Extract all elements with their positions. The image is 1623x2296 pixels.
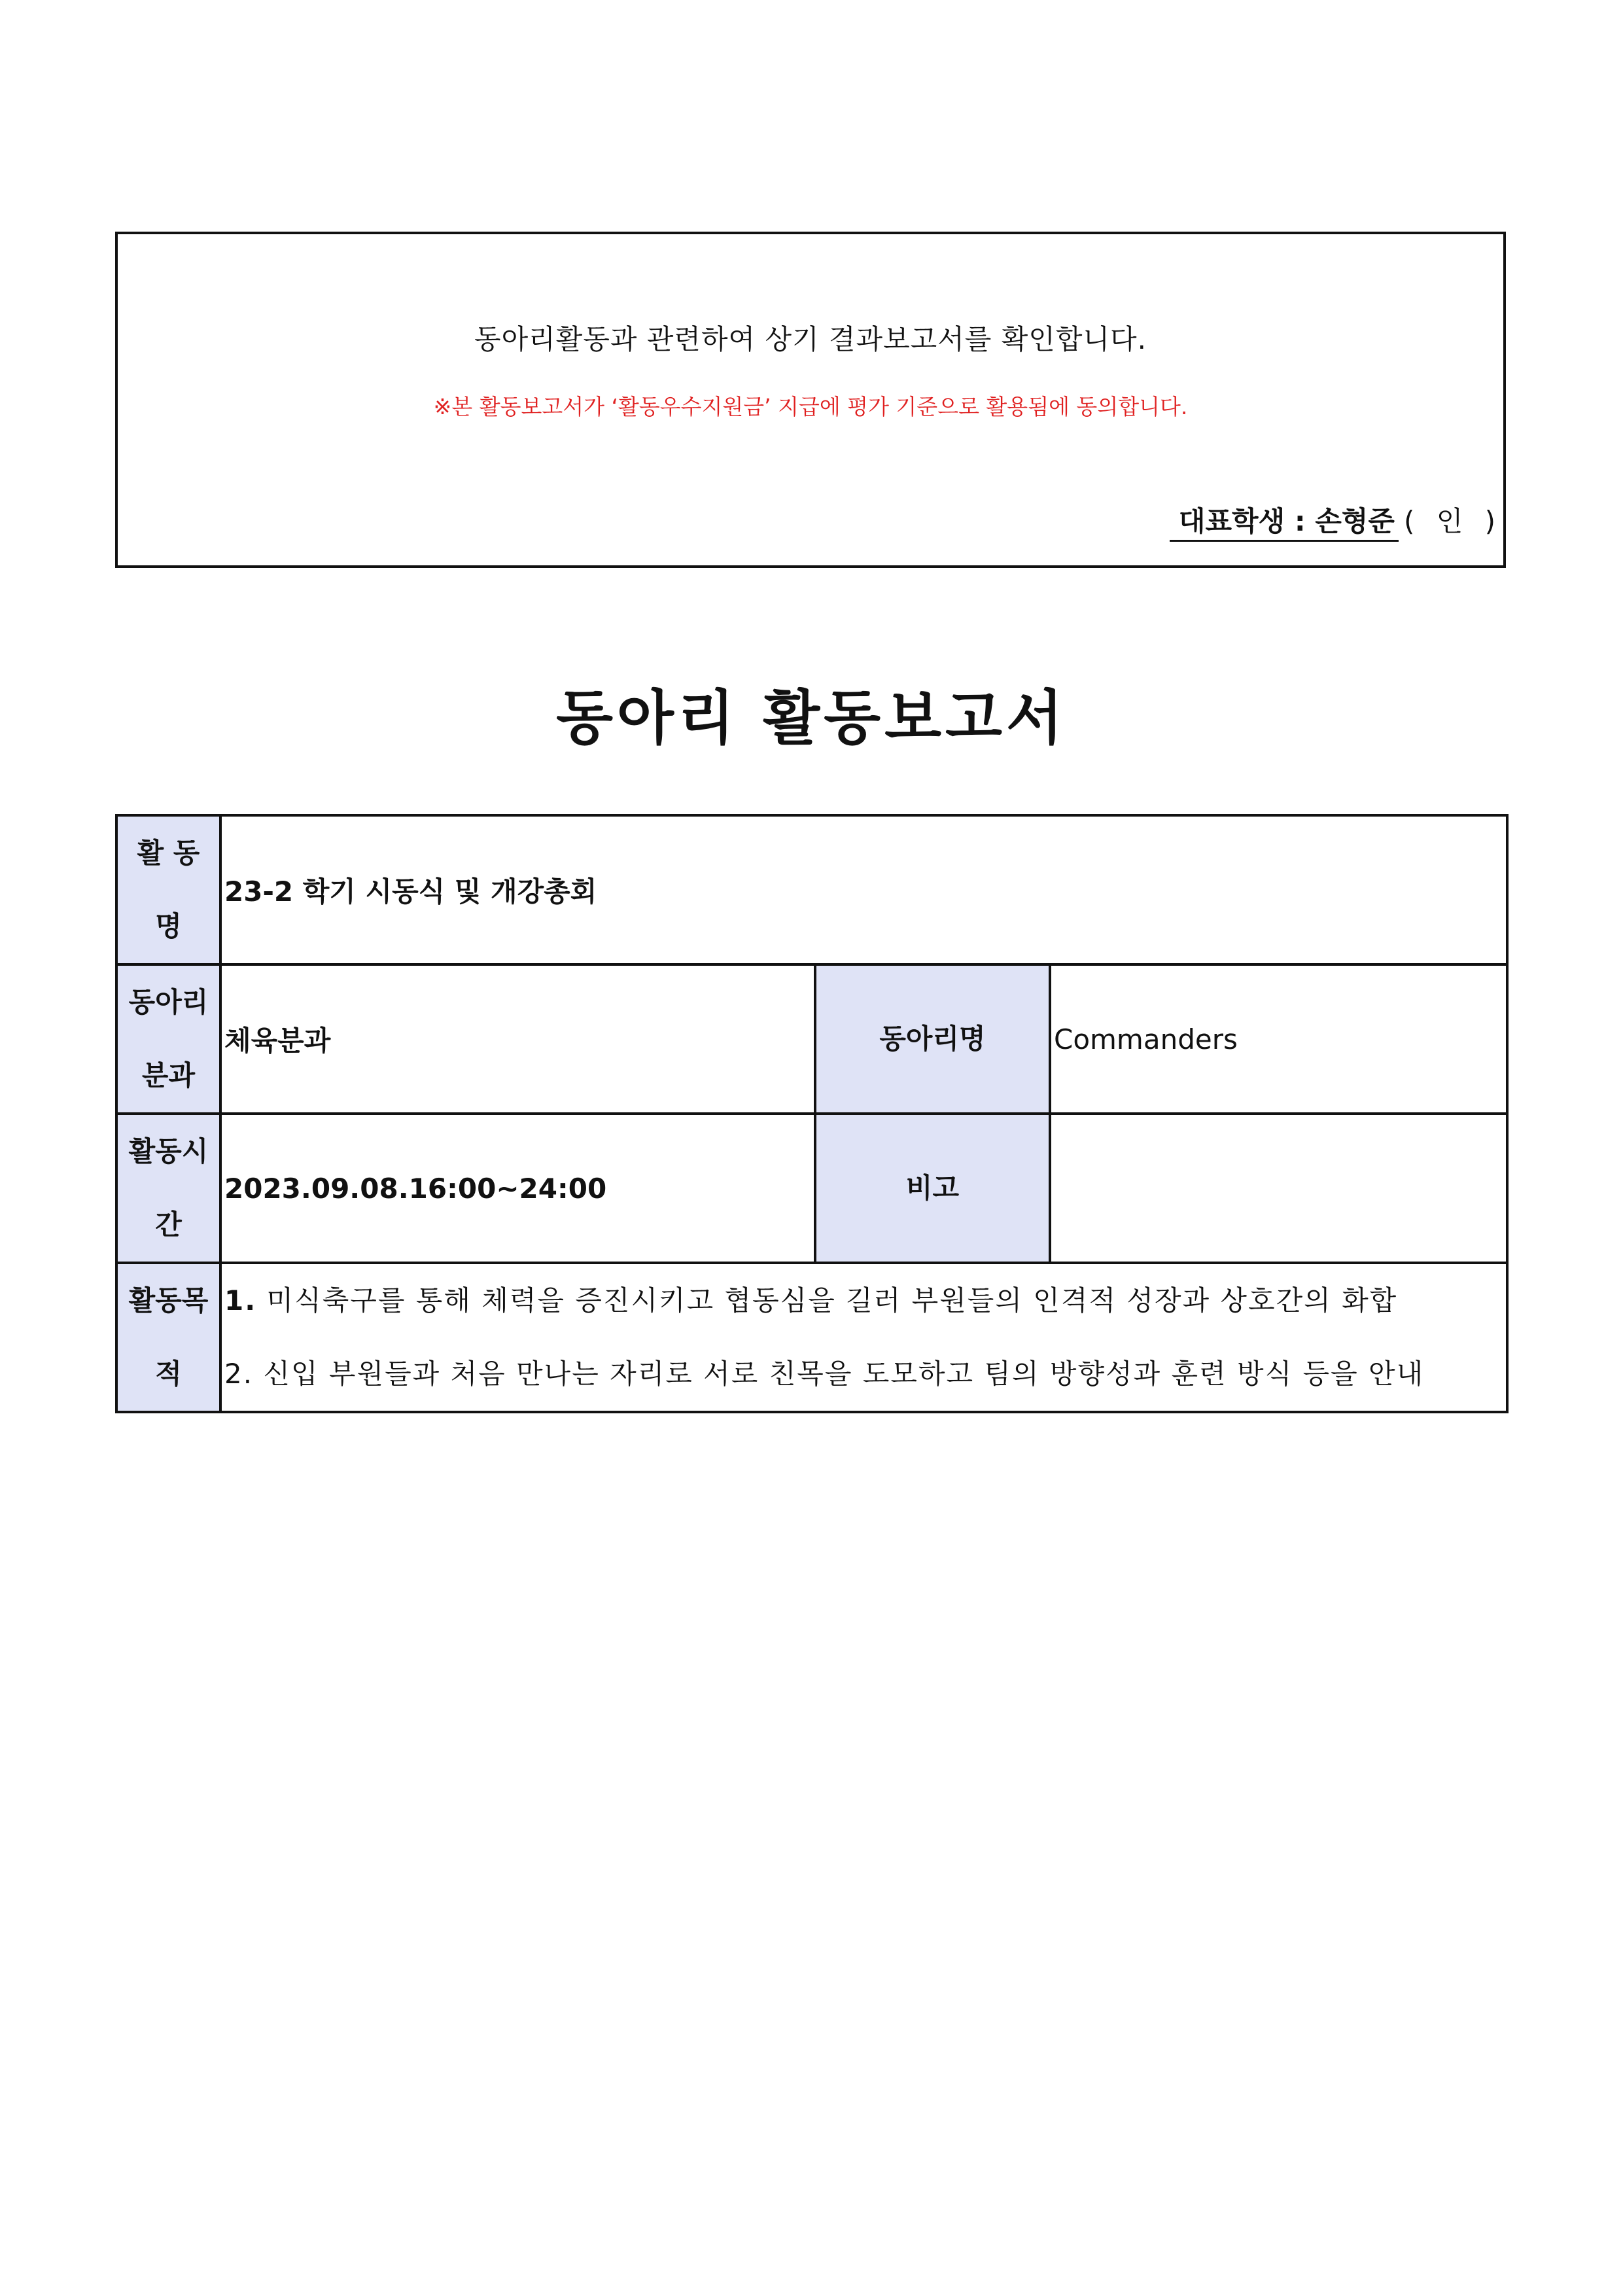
time-label: 활동시 간 (116, 1114, 220, 1263)
purpose-text: 신입 부원들과 처음 만나는 자리로 서로 친목을 도모하고 팀의 방향성과 훈련 방식 등을 안내 (263, 1358, 1425, 1390)
representative-signature (1170, 500, 1502, 539)
club-name-label: 동아리명 (815, 964, 1050, 1114)
time-value: 2023.09.08.16:00~24:00 (220, 1114, 815, 1263)
note-label: 비고 (815, 1114, 1050, 1263)
purpose-text: 미식축구를 통해 체력을 증진시키고 협동심을 길러 부원들의 인격적 성장과 상호간의 화합 (266, 1284, 1398, 1316)
time-row (116, 1114, 1507, 1263)
seal-mark: ( 인 ) (1403, 505, 1502, 537)
representative-label: 대표학생 (1178, 505, 1285, 537)
activity-name-value: 23-2 학기 시동식 및 개강총회 (220, 815, 1507, 964)
purpose-row (116, 1263, 1507, 1412)
activity-name-row (116, 815, 1507, 964)
document-title: 동아리 활동보고서 (556, 684, 1067, 752)
activity-report-table (115, 814, 1509, 1413)
consent-notice: ※본 활동보고서가 ‘활동우수지원금’ 지급에 평가 기준으로 활용됨에 동의합니다. (433, 394, 1188, 419)
purpose-item (224, 1264, 1506, 1337)
confirmation-statement: 동아리활동과 관련하여 상기 결과보고서를 확인합니다. (474, 323, 1147, 355)
purpose-number: 2. (224, 1358, 254, 1390)
note-value (1050, 1114, 1507, 1263)
purpose-label: 활동목 적 (116, 1263, 220, 1412)
representative-name: 손형준 (1315, 505, 1395, 537)
confirmation-box (115, 232, 1506, 568)
purpose-value (220, 1263, 1507, 1412)
purpose-item (224, 1337, 1506, 1411)
club-name-value: Commanders (1050, 964, 1507, 1114)
division-label: 동아리 분과 (116, 964, 220, 1114)
activity-name-label: 활 동 명 (116, 815, 220, 964)
representative-separator: : (1294, 505, 1306, 537)
division-value: 체육분과 (220, 964, 815, 1114)
purpose-number: 1. (224, 1284, 257, 1316)
representative-underline (1170, 505, 1399, 542)
division-row (116, 964, 1507, 1114)
